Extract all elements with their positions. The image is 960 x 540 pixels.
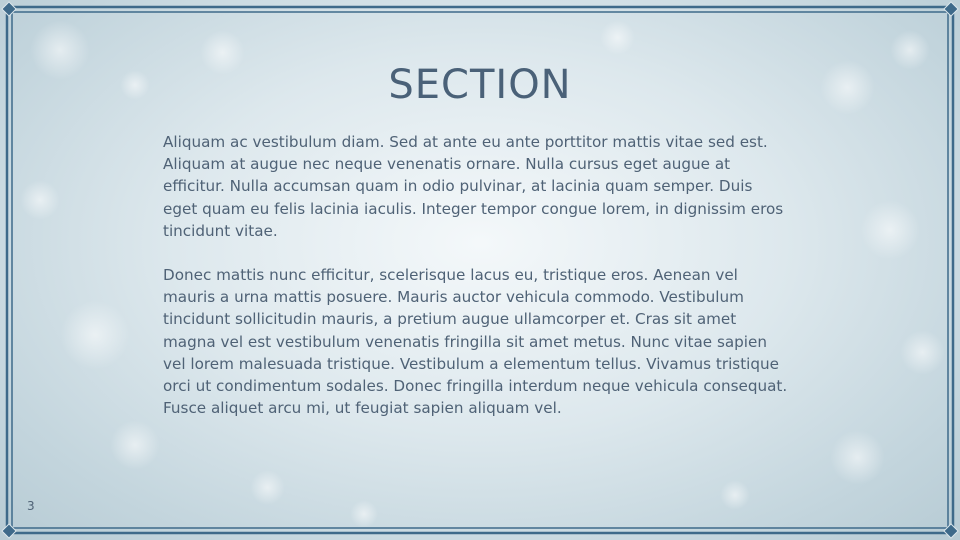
page-number: 3 [27,499,35,513]
slide-title: SECTION [388,62,572,108]
body-paragraph-2: Donec mattis nunc efficitur, scelerisque lacus eu, tristique eros. Aenean vel mauris a urna mattis posuere. Mauris auctor vehicula commodo. Vestibulum tincidunt sollicitudin mauris, a pretium augue ullamcorper et. Cras sit amet magna vel est vestibulum venenatis fringilla sit amet metus. Nunc vitae sapien vel lorem malesuada tristique. Vestibulum a elementum tellus. Vivamus tristique orci ut condimentum sodales. Donec fringilla interdum neque vehicula consequat. Fusce aliquet arcu mi, ut feugiat sapien aliquam vel. [163,266,788,418]
body-paragraph-1: Aliquam ac vestibulum diam. Sed at ante eu ante porttitor mattis vitae sed est. Aliquam at augue nec neque venenatis ornare. Nulla cursus eget augue at efficitur. Nulla accumsan quam in odio pulvinar, at lacinia quam semper. Duis eget quam eu felis lacinia iaculis. Integer tempor congue lorem, in dignissim eros tincidunt vitae. [163,133,784,240]
slide-body-text [163,131,791,441]
